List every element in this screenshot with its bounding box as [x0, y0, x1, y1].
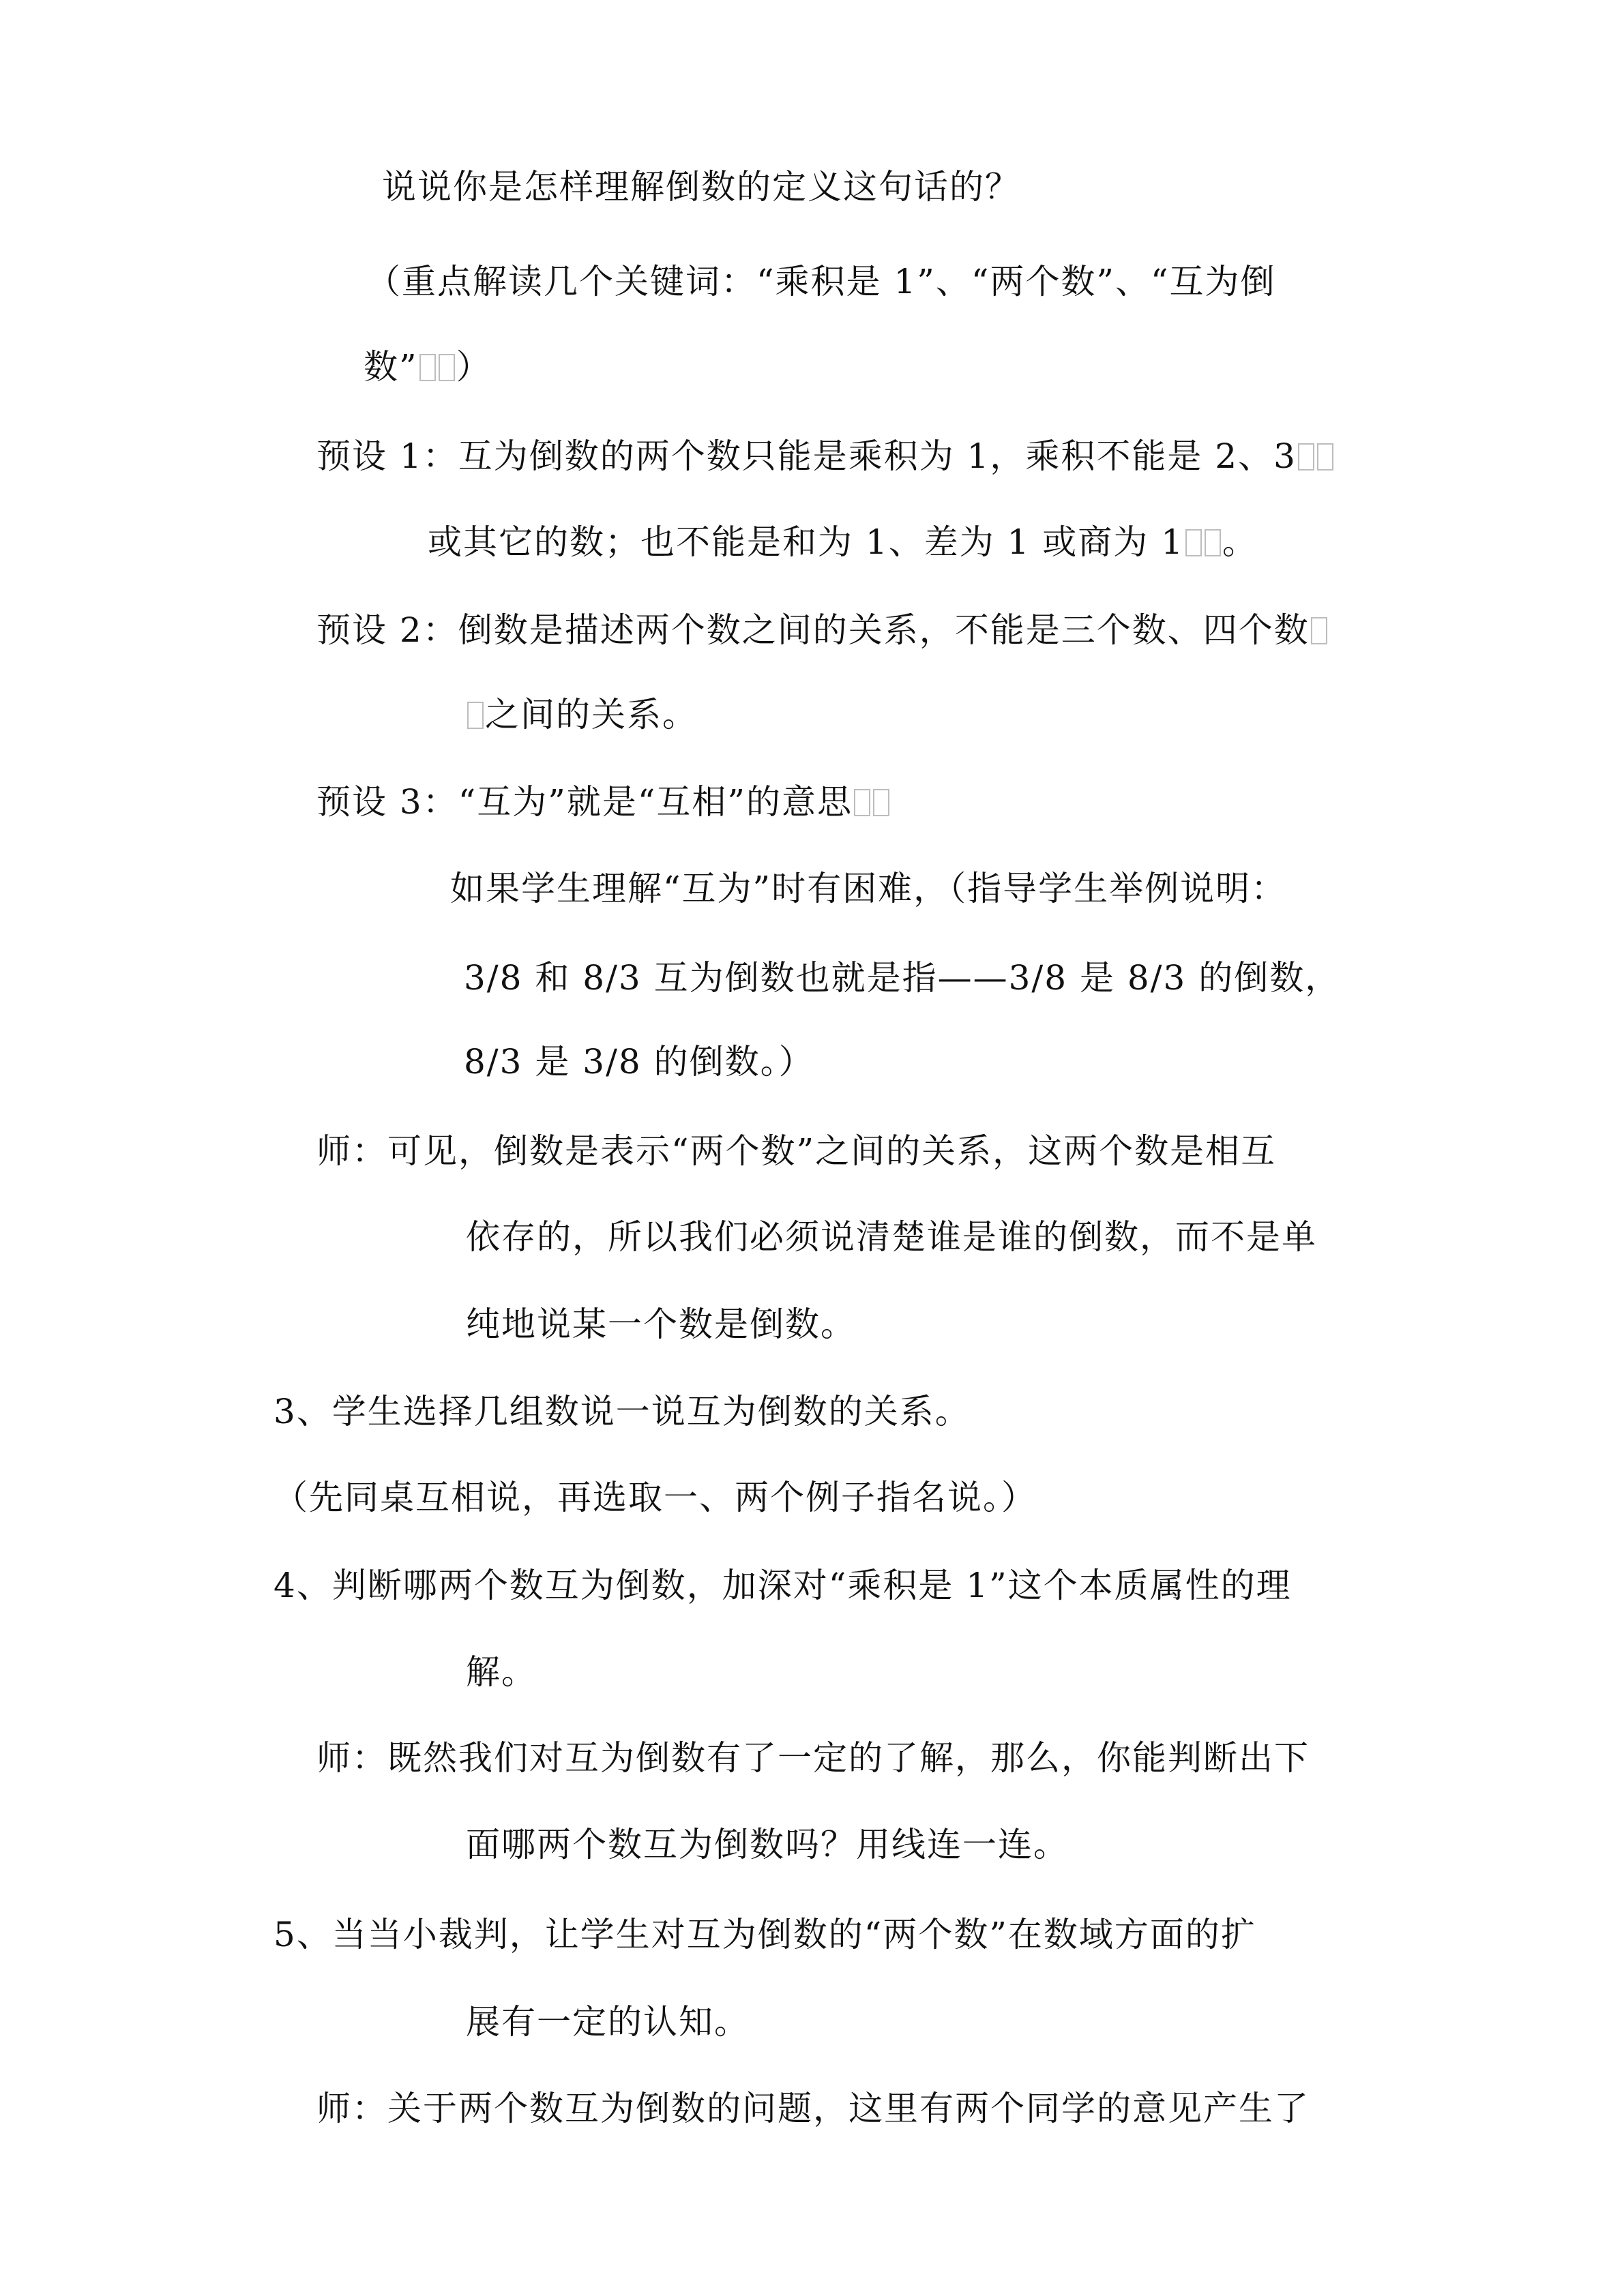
- text-line-guide-b: [464, 957, 1340, 998]
- text-line-teacher1-c: [466, 1304, 856, 1345]
- line-text: 4、判断哪两个数互为倒数，加深对“乘积是 1”这个本质属性的理: [274, 1566, 1292, 1605]
- line-text: 说说你是怎样理解倒数的定义这句话的？: [382, 167, 1020, 207]
- text-line-step5-a: [274, 1914, 1256, 1955]
- text-line-step3: [274, 1391, 971, 1432]
- missing-glyph-box: [1317, 443, 1333, 471]
- text-line-teacher1-b: [466, 1217, 1317, 1257]
- line-text: 或其它的数；也不能是和为 1、差为 1 或商为 1: [428, 522, 1185, 562]
- text-line-preset2-b: [466, 694, 698, 735]
- line-text: 之间的关系。: [485, 695, 698, 734]
- text-line-step3-note: [274, 1477, 1037, 1518]
- line-text-tail: 。: [1222, 522, 1258, 562]
- text-line-guide-c: [464, 1041, 814, 1082]
- text-line-preset3: [316, 781, 891, 822]
- line-text: （重点解读几个关键词：“乘积是 1”、“两个数”、“互为倒: [366, 262, 1276, 301]
- text-line-keywords-a: [366, 261, 1276, 302]
- missing-glyph-box: [1205, 529, 1221, 556]
- text-line-step4-a: [274, 1565, 1292, 1606]
- text-line-teacher2-a: [316, 1738, 1310, 1778]
- text-line-preset2-a: [316, 610, 1329, 651]
- line-text: 师：可见，倒数是表示“两个数”之间的关系，这两个数是相互: [316, 1131, 1277, 1171]
- missing-glyph-box: [467, 702, 484, 729]
- line-text: 展有一定的认知。: [466, 2002, 750, 2042]
- missing-glyph-box: [1298, 443, 1314, 471]
- line-text: 5、当当小裁判，让学生对互为倒数的“两个数”在数域方面的扩: [274, 1915, 1256, 1954]
- line-text: 师：关于两个数互为倒数的问题，这里有两个同学的意见产生了: [316, 2089, 1310, 2128]
- line-text: 3、学生选择几组数说一说互为倒数的关系。: [274, 1392, 971, 1431]
- text-line-teacher3-a: [316, 2088, 1310, 2129]
- line-text: 数”: [364, 347, 418, 387]
- line-text: （先同桌互相说，再选取一、两个例子指名说。）: [274, 1478, 1037, 1517]
- line-text: 师：既然我们对互为倒数有了一定的了解，那么，你能判断出下: [316, 1738, 1310, 1778]
- missing-glyph-box: [854, 789, 870, 816]
- line-text: 8/3 是 3/8 的倒数。）: [464, 1042, 814, 1082]
- text-line-preset1-a: [316, 436, 1335, 477]
- missing-glyph-box: [873, 789, 889, 816]
- line-text: 依存的，所以我们必须说清楚谁是谁的倒数，而不是单: [466, 1217, 1317, 1257]
- line-text: 如果学生理解“互为”时有困难，（指导学生举例说明：: [450, 869, 1287, 908]
- text-line-teacher1-a: [316, 1131, 1276, 1172]
- text-line-preset1-b: [428, 522, 1258, 563]
- text-line-q-understand-definition: [382, 166, 1020, 207]
- missing-glyph-box: [419, 354, 436, 381]
- missing-glyph-box: [1185, 529, 1202, 556]
- line-text: 3/8 和 8/3 互为倒数也就是指——3/8 是 8/3 的倒数，: [464, 958, 1341, 998]
- line-text: 面哪两个数互为倒数吗？用线连一连。: [466, 1825, 1069, 1864]
- line-text: 解。: [466, 1652, 537, 1692]
- line-text: 预设 2：倒数是描述两个数之间的关系，不能是三个数、四个数: [316, 610, 1310, 650]
- text-line-guide-a: [450, 868, 1286, 909]
- text-line-step5-b: [466, 2001, 750, 2042]
- missing-glyph-box: [1311, 617, 1327, 644]
- text-line-keywords-b: [364, 346, 492, 387]
- line-text-tail: ）: [456, 347, 492, 387]
- missing-glyph-box: [439, 354, 455, 381]
- text-line-step4-b: [466, 1652, 537, 1693]
- line-text: 纯地说某一个数是倒数。: [466, 1304, 856, 1344]
- line-text: 预设 3：“互为”就是“互相”的意思: [316, 782, 853, 822]
- line-text: 预设 1：互为倒数的两个数只能是乘积为 1，乘积不能是 2、3: [316, 436, 1297, 476]
- text-line-teacher2-b: [466, 1824, 1069, 1865]
